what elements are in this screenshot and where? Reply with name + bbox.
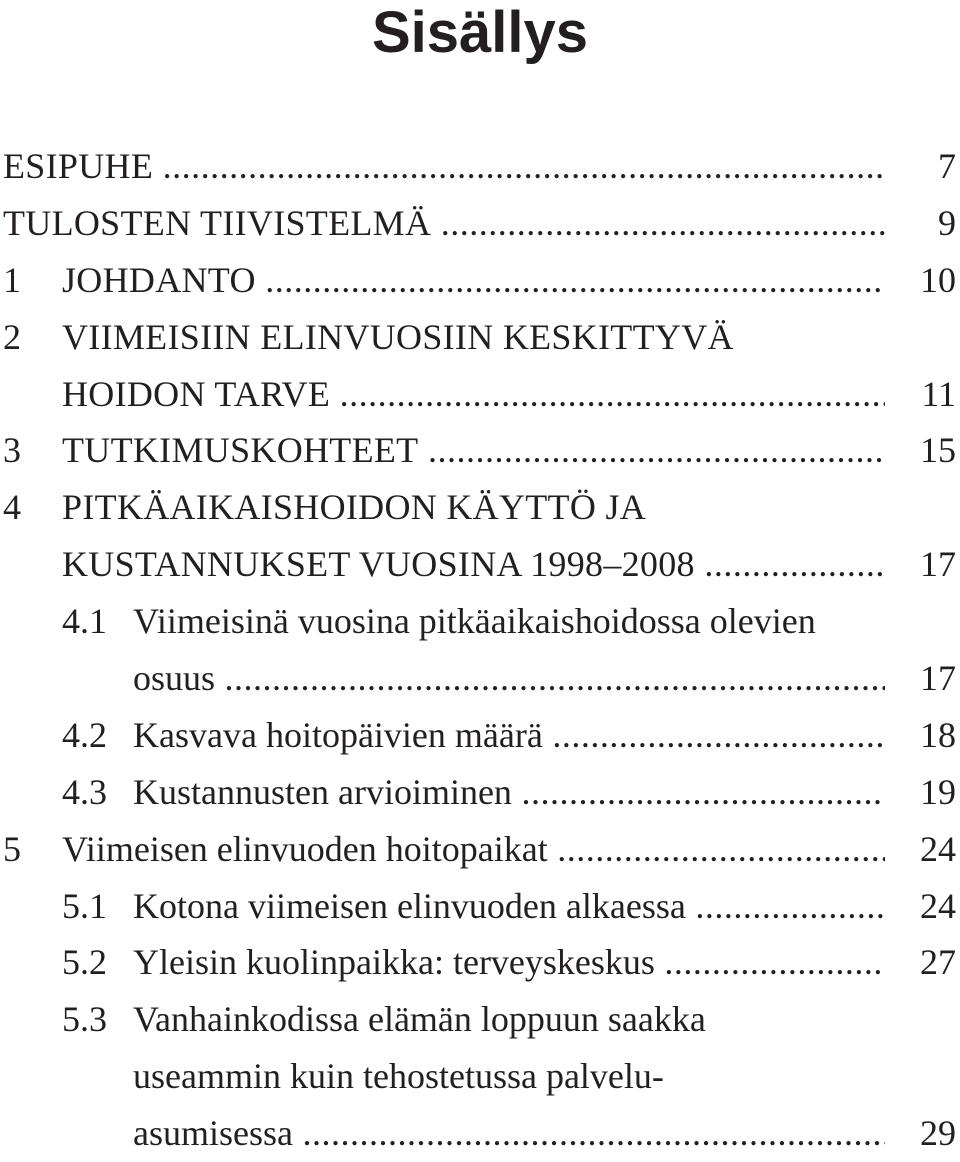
toc-line-asumisessa[interactable]	[0, 1105, 960, 1162]
toc-line-5-3[interactable]	[0, 991, 960, 1048]
toc-page-number: 9	[938, 202, 956, 243]
toc-entry-text: PITKÄAIKAISHOIDON KÄYTTÖ JA	[62, 487, 647, 528]
toc-entry-text: osuus .....	[133, 650, 885, 707]
toc-page-number: 15	[920, 430, 956, 471]
toc-entry-text: KUSTANNUKSET VUOSINA 1998–2008 .....	[62, 536, 885, 593]
toc-page-number: 17	[920, 544, 956, 585]
toc-entry-text: VIIMEISIIN ELINVUOSIIN KESKITTYVÄ	[62, 316, 734, 357]
toc-page-number: 19	[920, 771, 956, 812]
toc-entry-text: JOHDANTO .....	[62, 252, 885, 309]
toc-entry-text: Kasvava hoitopäivien määrä .....	[133, 707, 885, 764]
toc-section-number: 5.3	[62, 999, 107, 1040]
toc-entry-text: ESIPUHE .....	[3, 138, 885, 195]
toc-line-useammin[interactable]	[0, 1048, 960, 1105]
toc-page-number: 17	[920, 658, 956, 699]
toc-page-number: 24	[920, 885, 956, 926]
toc-page-number: 7	[938, 146, 956, 186]
toc-section-number: 2	[3, 316, 21, 357]
toc-line-tulosten-tiivistelma[interactable]	[0, 195, 960, 252]
toc-section-number: 3	[3, 430, 21, 471]
toc-section-number: 4.1	[62, 601, 107, 642]
toc-entry-text: useammin kuin tehostetussa palvelu-	[133, 1056, 664, 1097]
toc-page-number: 10	[920, 259, 956, 300]
toc-line-hoidon-tarve[interactable]	[0, 366, 960, 423]
toc-line-johdanto[interactable]	[0, 252, 960, 309]
toc-page-number: 24	[920, 828, 956, 869]
toc-line-5-2[interactable]	[0, 934, 960, 991]
toc-line-kustannukset-vuosina[interactable]	[0, 536, 960, 593]
table-of-contents	[0, 138, 960, 1162]
toc-section-number: 4.3	[62, 771, 107, 812]
toc-line-pitkaaikaishoidon[interactable]	[0, 479, 960, 536]
toc-section-number: 4	[3, 487, 21, 528]
toc-entry-text: TUTKIMUSKOHTEET .....	[62, 422, 885, 479]
toc-line-4-1[interactable]	[0, 593, 960, 650]
toc-line-esipuhe[interactable]	[0, 138, 960, 195]
toc-line-4-3[interactable]	[0, 764, 960, 821]
toc-line-4-2[interactable]	[0, 707, 960, 764]
toc-entry-text: Viimeisinä vuosina pitkäaikaishoidossa olevien	[133, 601, 816, 642]
toc-line-osuus[interactable]	[0, 650, 960, 707]
toc-section-number: 1	[3, 259, 21, 300]
toc-page-number: 18	[920, 714, 956, 755]
toc-entry-text: asumisessa .....	[133, 1105, 885, 1162]
toc-line-5-1[interactable]	[0, 878, 960, 935]
toc-section-number: 5.2	[62, 942, 107, 983]
toc-entry-text: Yleisin kuolinpaikka: terveyskeskus .....	[133, 934, 885, 991]
toc-entry-text: Vanhainkodissa elämän loppuun saakka	[133, 999, 706, 1040]
toc-line-tutkimuskohteet[interactable]	[0, 422, 960, 479]
toc-entry-text: Kustannusten arvioiminen .....	[133, 764, 885, 821]
toc-entry-text: HOIDON TARVE .....	[62, 366, 885, 423]
toc-section-number: 5	[3, 828, 21, 869]
toc-line-viimeisiin-elinvuosiin[interactable]	[0, 309, 960, 366]
toc-section-number: 4.2	[62, 714, 107, 755]
toc-entry-text: Viimeisen elinvuoden hoitopaikat .....	[62, 821, 885, 878]
toc-page-number: 29	[920, 1113, 956, 1154]
toc-section-number: 5.1	[62, 885, 107, 926]
toc-page-number: 27	[920, 942, 956, 983]
toc-entry-text: Kotona viimeisen elinvuoden alkaessa .....	[133, 878, 885, 935]
toc-page-number: 11	[921, 373, 956, 414]
page-title: Sisällys	[371, 0, 589, 65]
toc-line-5[interactable]	[0, 821, 960, 878]
toc-entry-text: TULOSTEN TIIVISTELMÄ .....	[3, 195, 885, 252]
